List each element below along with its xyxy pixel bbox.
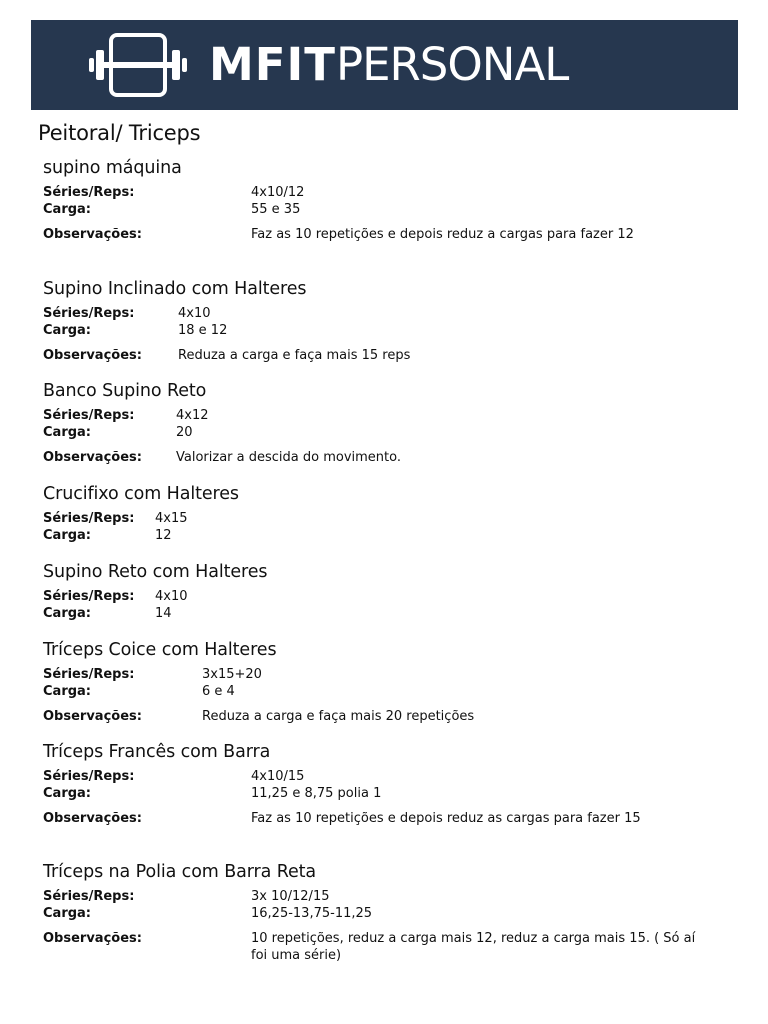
series-label: Séries/Reps: <box>43 408 135 423</box>
load-label: Carga: <box>43 606 92 621</box>
page-title: Peitoral/ Triceps <box>38 121 201 145</box>
load-label: Carga: <box>43 425 92 440</box>
series-row <box>43 305 733 322</box>
brand-logo-text <box>209 38 569 91</box>
series-value: 3x 10/12/15 <box>251 889 330 904</box>
series-row <box>43 510 733 527</box>
dumbbell-icon <box>89 32 187 98</box>
load-value: 11,25 e 8,75 polia 1 <box>251 786 382 801</box>
load-label: Carga: <box>43 202 92 217</box>
load-label: Carga: <box>43 786 92 801</box>
load-row <box>43 424 733 441</box>
load-label: Carga: <box>43 906 92 921</box>
exercise-name: Tríceps Francês com Barra <box>43 742 271 762</box>
notes-label: Observações: <box>43 709 142 724</box>
series-value: 4x10 <box>178 306 211 321</box>
notes-label: Observações: <box>43 348 142 363</box>
exercise-block <box>43 561 733 622</box>
series-row <box>43 768 733 785</box>
exercise-block <box>43 741 733 827</box>
exercise-name: Tríceps na Polia com Barra Reta <box>43 862 317 882</box>
notes-value: Valorizar a descida do movimento. <box>176 450 401 465</box>
notes-value: Faz as 10 repetições e depois reduz as cargas para fazer 15 <box>251 811 641 826</box>
series-label: Séries/Reps: <box>43 511 135 526</box>
series-row <box>43 184 733 201</box>
exercise-block <box>43 483 733 544</box>
load-label: Carga: <box>43 528 92 543</box>
notes-value: 10 repetições, reduz a carga mais 12, reduz a carga mais 15. ( Só aí foi uma série) <box>251 931 696 963</box>
load-value: 16,25-13,75-11,25 <box>251 906 373 921</box>
series-label: Séries/Reps: <box>43 185 135 200</box>
header-banner <box>31 20 738 110</box>
load-row <box>43 905 733 922</box>
series-label: Séries/Reps: <box>43 769 135 784</box>
load-row <box>43 201 733 218</box>
load-row <box>43 683 733 700</box>
load-row <box>43 322 733 339</box>
load-value: 20 <box>176 425 193 440</box>
exercise-name: Supino Reto com Halteres <box>43 562 268 582</box>
notes-value: Reduza a carga e faça mais 20 repetições <box>202 709 475 724</box>
series-value: 4x10/12 <box>251 185 305 200</box>
exercise-block <box>43 639 733 725</box>
notes-row <box>43 449 733 466</box>
notes-value: Faz as 10 repetições e depois reduz a cargas para fazer 12 <box>251 227 634 242</box>
notes-value: Reduza a carga e faça mais 15 reps <box>178 348 411 363</box>
series-label: Séries/Reps: <box>43 306 135 321</box>
series-value: 4x15 <box>155 511 188 526</box>
load-row <box>43 605 733 622</box>
series-value: 4x10/15 <box>251 769 305 784</box>
load-value: 12 <box>155 528 172 543</box>
brand-light: PERSONAL <box>335 38 569 91</box>
notes-row <box>43 810 733 827</box>
notes-row <box>43 226 733 243</box>
series-label: Séries/Reps: <box>43 667 135 682</box>
notes-row <box>43 708 733 725</box>
series-label: Séries/Reps: <box>43 589 135 604</box>
exercise-block <box>43 380 733 466</box>
series-value: 4x10 <box>155 589 188 604</box>
exercise-block <box>43 157 733 243</box>
load-value: 18 e 12 <box>178 323 228 338</box>
series-label: Séries/Reps: <box>43 889 135 904</box>
notes-label: Observações: <box>43 227 142 242</box>
series-value: 3x15+20 <box>202 667 262 682</box>
exercise-name: Supino Inclinado com Halteres <box>43 279 307 299</box>
load-label: Carga: <box>43 684 92 699</box>
exercise-block <box>43 861 733 964</box>
notes-label: Observações: <box>43 811 142 826</box>
load-value: 55 e 35 <box>251 202 301 217</box>
series-value: 4x12 <box>176 408 209 423</box>
series-row <box>43 666 733 683</box>
load-value: 6 e 4 <box>202 684 235 699</box>
series-row <box>43 588 733 605</box>
brand-bold: MFIT <box>209 38 336 91</box>
exercise-name: supino máquina <box>43 158 182 178</box>
notes-label: Observações: <box>43 931 142 946</box>
series-row <box>43 407 733 424</box>
notes-label: Observações: <box>43 450 142 465</box>
exercise-name: Banco Supino Reto <box>43 381 207 401</box>
exercise-name: Tríceps Coice com Halteres <box>43 640 277 660</box>
load-row <box>43 527 733 544</box>
load-row <box>43 785 733 802</box>
series-row <box>43 888 733 905</box>
exercise-name: Crucifixo com Halteres <box>43 484 239 504</box>
load-value: 14 <box>155 606 172 621</box>
exercise-block <box>43 278 733 364</box>
notes-row <box>43 347 733 364</box>
notes-row <box>43 930 733 964</box>
load-label: Carga: <box>43 323 92 338</box>
